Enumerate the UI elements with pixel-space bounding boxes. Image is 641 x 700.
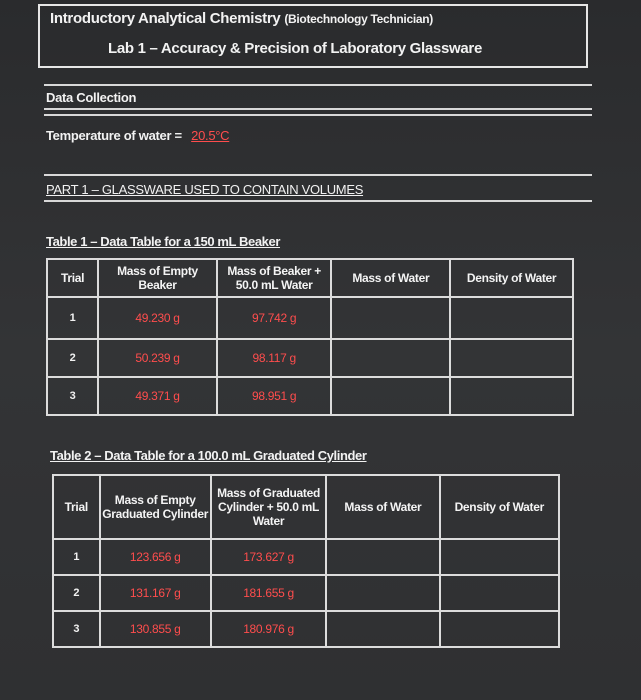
table1-header-density: Density of Water — [450, 259, 573, 297]
data-collection-label: Data Collection — [46, 90, 137, 105]
divider — [44, 108, 592, 110]
empty-mass-cell: 131.167 g — [100, 575, 211, 611]
trial-cell: 2 — [53, 575, 100, 611]
table2 — [52, 474, 560, 648]
table1 — [46, 258, 574, 416]
table2-header-water: Mass of Water — [326, 475, 439, 539]
temperature-value: 20.5°C — [191, 128, 230, 143]
course-title-text: Introductory Analytical Chemistry — [50, 10, 281, 27]
trial-cell: 3 — [47, 377, 98, 415]
course-subtitle: (Biotechnology Technician) — [284, 12, 433, 26]
table2-header-empty: Mass of Empty Graduated Cylinder — [100, 475, 211, 539]
full-mass-cell: 180.976 g — [211, 611, 326, 647]
full-mass-cell: 181.655 g — [211, 575, 326, 611]
trial-cell: 1 — [47, 297, 98, 339]
temperature-line — [46, 128, 229, 143]
table1-header-full: Mass of Beaker + 50.0 mL Water — [217, 259, 332, 297]
full-mass-cell: 98.951 g — [217, 377, 332, 415]
empty-mass-cell: 49.371 g — [98, 377, 217, 415]
divider — [44, 200, 592, 202]
water-mass-cell[interactable] — [326, 611, 439, 647]
divider — [44, 174, 592, 176]
table2-header-trial: Trial — [53, 475, 100, 539]
temperature-label: Temperature of water = — [46, 128, 182, 143]
empty-mass-cell: 49.230 g — [98, 297, 217, 339]
water-mass-cell[interactable] — [331, 377, 450, 415]
table-row — [47, 297, 573, 339]
water-mass-cell[interactable] — [326, 539, 439, 575]
table1-header-water: Mass of Water — [331, 259, 450, 297]
table1-header-row — [47, 259, 573, 297]
table1-header-trial: Trial — [47, 259, 98, 297]
full-mass-cell: 97.742 g — [217, 297, 332, 339]
empty-mass-cell: 50.239 g — [98, 339, 217, 377]
table2-header-full: Mass of Graduated Cylinder + 50.0 mL Water — [211, 475, 326, 539]
full-mass-cell: 173.627 g — [211, 539, 326, 575]
part1-label: PART 1 – GLASSWARE USED TO CONTAIN VOLUMES — [46, 182, 364, 197]
table-row — [53, 539, 559, 575]
trial-cell: 1 — [53, 539, 100, 575]
water-mass-cell[interactable] — [331, 297, 450, 339]
trial-cell: 2 — [47, 339, 98, 377]
table2-header-row — [53, 475, 559, 539]
empty-mass-cell: 130.855 g — [100, 611, 211, 647]
empty-mass-cell: 123.656 g — [100, 539, 211, 575]
table2-caption: Table 2 – Data Table for a 100.0 mL Graduated Cylinder — [50, 448, 367, 463]
density-cell[interactable] — [440, 539, 559, 575]
title-box — [38, 4, 588, 68]
density-cell[interactable] — [450, 339, 573, 377]
water-mass-cell[interactable] — [326, 575, 439, 611]
lab-title: Lab 1 – Accuracy & Precision of Laboratory Glassware — [108, 40, 482, 57]
density-cell[interactable] — [440, 611, 559, 647]
density-cell[interactable] — [450, 377, 573, 415]
trial-cell: 3 — [53, 611, 100, 647]
table-row — [53, 611, 559, 647]
density-cell[interactable] — [440, 575, 559, 611]
density-cell[interactable] — [450, 297, 573, 339]
table-row — [47, 377, 573, 415]
table-row — [47, 339, 573, 377]
full-mass-cell: 98.117 g — [217, 339, 332, 377]
course-title — [50, 10, 433, 27]
water-mass-cell[interactable] — [331, 339, 450, 377]
table1-header-empty: Mass of Empty Beaker — [98, 259, 217, 297]
table2-header-density: Density of Water — [440, 475, 559, 539]
table-row — [53, 575, 559, 611]
divider — [44, 114, 592, 116]
table1-caption: Table 1 – Data Table for a 150 mL Beaker — [46, 234, 281, 249]
divider — [44, 84, 592, 86]
